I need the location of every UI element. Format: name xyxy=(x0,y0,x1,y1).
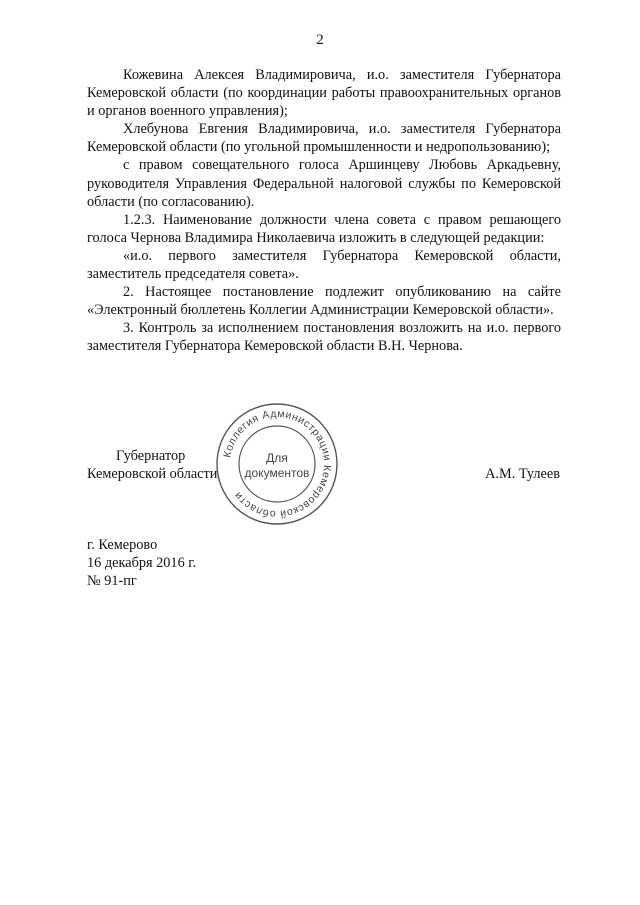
stamp-center-line-2: документов xyxy=(244,466,310,480)
paragraph: 3. Контроль за исполнением постановления возложить на и.о. первого заместителя Губернатора Кемеровской области В.Н. Чернова. xyxy=(87,320,561,355)
paragraph: 2. Настоящее постановление подлежит опубликованию на сайте «Электронный бюллетень Коллегии Администрации Кемеровской области». xyxy=(87,284,561,319)
official-stamp xyxy=(214,401,340,527)
stamp-ring-text: Коллегия Администрации Кемеровской области xyxy=(221,407,334,521)
stamp-center-line-1: Для xyxy=(266,451,288,465)
footer-number: № 91-пг xyxy=(87,573,137,589)
document-footer xyxy=(87,536,196,590)
document-body xyxy=(87,66,561,356)
footer-city: г. Кемерово xyxy=(87,537,158,553)
signatory-region: Кемеровской области xyxy=(87,466,218,482)
paragraph: с правом совещательного голоса Аршинцеву Любовь Аркадьевну, руководителя Управления Федеральной налоговой службы по Кемеровской области (по согласованию). xyxy=(87,157,561,210)
footer-date: 16 декабря 2016 г. xyxy=(87,555,197,571)
paragraph: Кожевина Алексея Владимировича, и.о. заместителя Губернатора Кемеровской области (по координации работы правоохранительных органов и органов военного управления); xyxy=(87,67,561,120)
paragraph: «и.о. первого заместителя Губернатора Кемеровской области, заместитель председателя совета». xyxy=(87,247,561,283)
paragraph: Хлебунова Евгения Владимировича, и.о. заместителя Губернатора Кемеровской области (по угольной промышленности и недропользованию); xyxy=(87,121,561,156)
signatory-name: А.М. Тулеев xyxy=(485,466,560,482)
signatory-title: Губернатор xyxy=(116,448,186,464)
page-number: 2 xyxy=(316,32,324,48)
paragraph: 1.2.3. Наименование должности члена совета с правом решающего голоса Чернова Владимира Николаевича изложить в следующей редакции: xyxy=(87,211,561,246)
